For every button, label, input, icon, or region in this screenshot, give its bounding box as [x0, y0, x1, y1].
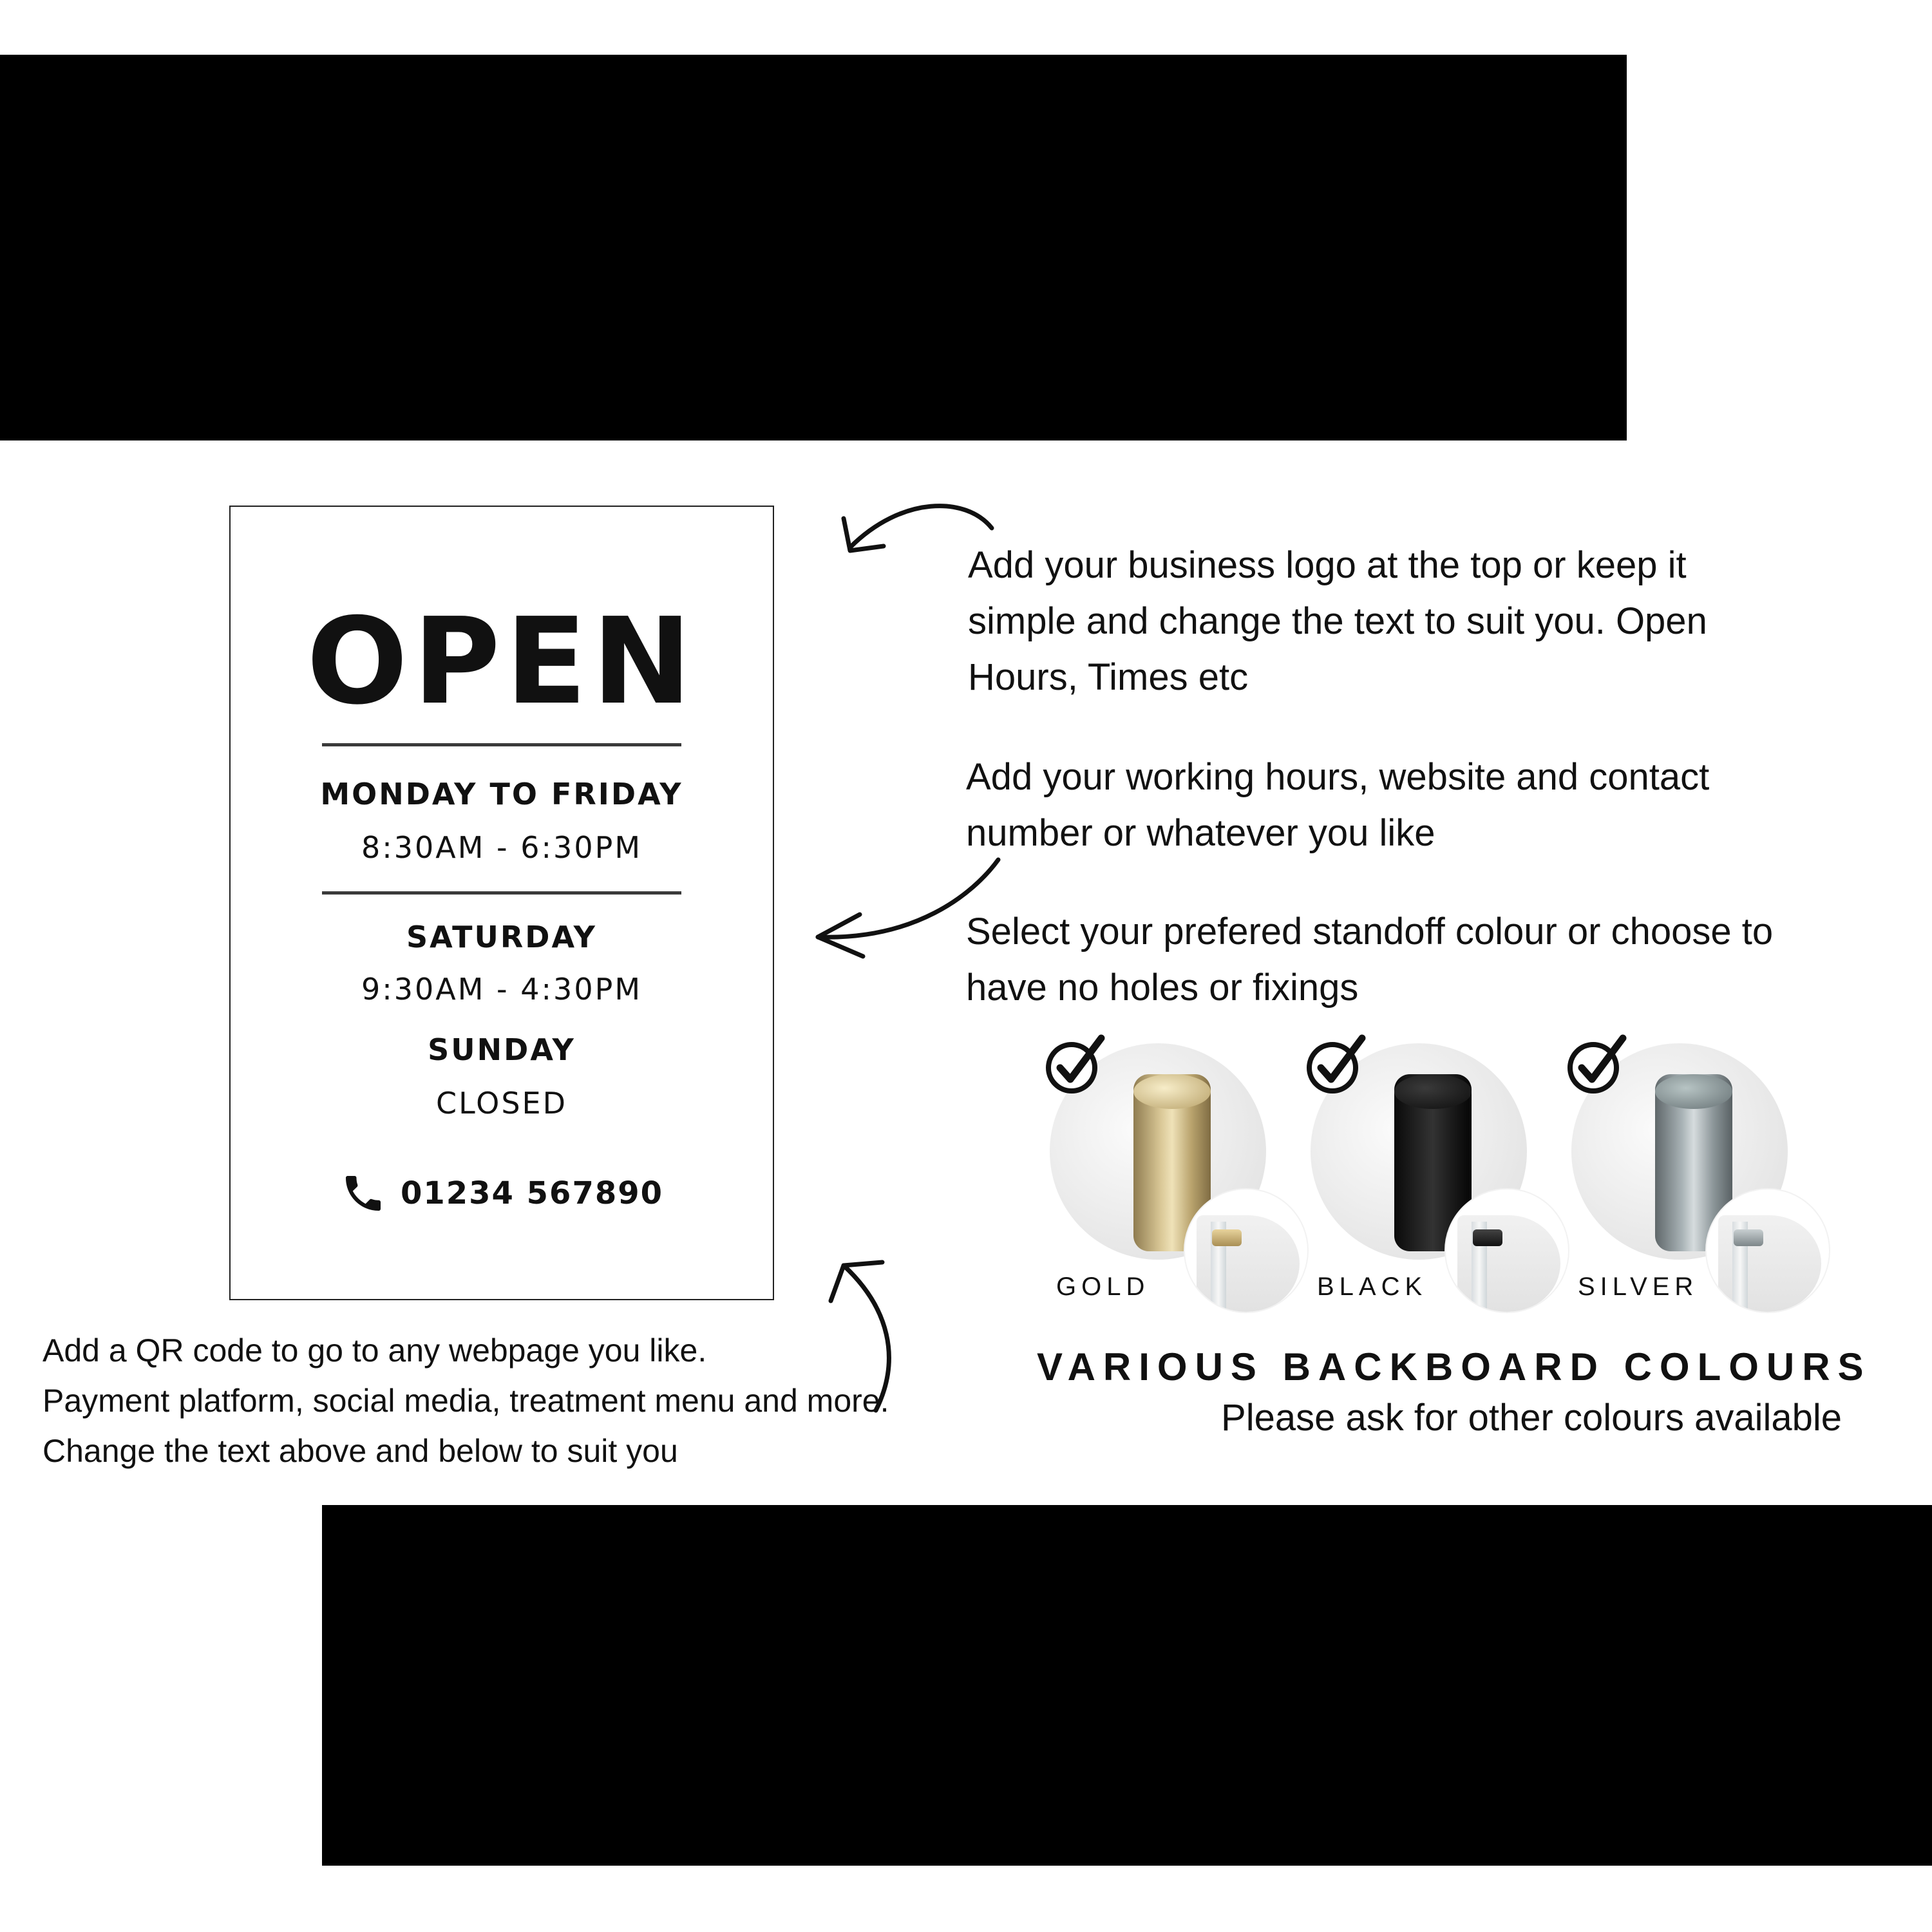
standoff-label: GOLD — [1056, 1273, 1150, 1301]
checkmark-icon[interactable] — [1304, 1030, 1368, 1095]
standoff-option-gold[interactable] — [1043, 1030, 1314, 1307]
sign-divider — [322, 743, 681, 746]
logo-description — [968, 537, 1707, 705]
standoff-detail-photo — [1444, 1188, 1569, 1313]
checkmark-icon[interactable] — [1043, 1030, 1108, 1095]
saturday-hours: 9:30AM - 4:30PM — [361, 972, 643, 1007]
detail-pin — [1734, 1229, 1763, 1246]
description-line: Add your working hours, website and contact — [966, 756, 1710, 798]
description-line: Hours, Times etc — [968, 656, 1249, 698]
sign-preview — [229, 506, 774, 1300]
description-line: Select your prefered standoff colour or choose to — [966, 911, 1774, 952]
description-line: Change the text above and below to suit you — [43, 1433, 678, 1469]
standoff-option-black[interactable] — [1304, 1030, 1575, 1307]
standoff-detail-photo — [1184, 1188, 1309, 1313]
standoff-detail-photo — [1705, 1188, 1830, 1313]
standoff-cap — [1133, 1074, 1211, 1109]
hours-description — [966, 749, 1709, 861]
backboard-title: VARIOUS BACKBOARD COLOURS — [1037, 1345, 1871, 1388]
phone-number: 01234 567890 — [400, 1175, 664, 1211]
description-line: Add a QR code to go to any webpage you like. — [43, 1332, 707, 1368]
description-line: number or whatever you like — [966, 812, 1435, 854]
description-line: Payment platform, social media, treatment menu and more. — [43, 1383, 889, 1419]
weekday-hours: 8:30AM - 6:30PM — [361, 830, 643, 865]
qr-description — [43, 1325, 889, 1476]
phone-icon — [340, 1170, 386, 1217]
sunday-label: SUNDAY — [428, 1032, 576, 1067]
standoff-label: SILVER — [1578, 1273, 1699, 1301]
weekday-label: MONDAY TO FRIDAY — [320, 777, 683, 811]
bottom-black-bar — [322, 1505, 1932, 1866]
description-line: Add your business logo at the top or keep it — [968, 544, 1687, 586]
saturday-label: SATURDAY — [406, 920, 597, 954]
standoff-option-silver[interactable] — [1565, 1030, 1835, 1307]
detail-pin — [1212, 1229, 1242, 1246]
description-line: have no holes or fixings — [966, 967, 1359, 1009]
standoff-description — [966, 904, 1773, 1016]
sign-divider — [322, 891, 681, 895]
top-black-bar — [0, 55, 1627, 440]
standoff-cap — [1394, 1074, 1472, 1109]
sign-title: OPEN — [306, 592, 697, 731]
description-line: simple and change the text to suit you. Open — [968, 600, 1707, 642]
sunday-hours: CLOSED — [436, 1086, 567, 1121]
phone-row — [231, 1170, 773, 1217]
standoff-label: BLACK — [1317, 1273, 1428, 1301]
backboard-subtitle: Please ask for other colours available — [1221, 1397, 1842, 1439]
checkmark-icon[interactable] — [1565, 1030, 1629, 1095]
standoff-cap — [1655, 1074, 1732, 1109]
detail-pin — [1473, 1229, 1502, 1246]
